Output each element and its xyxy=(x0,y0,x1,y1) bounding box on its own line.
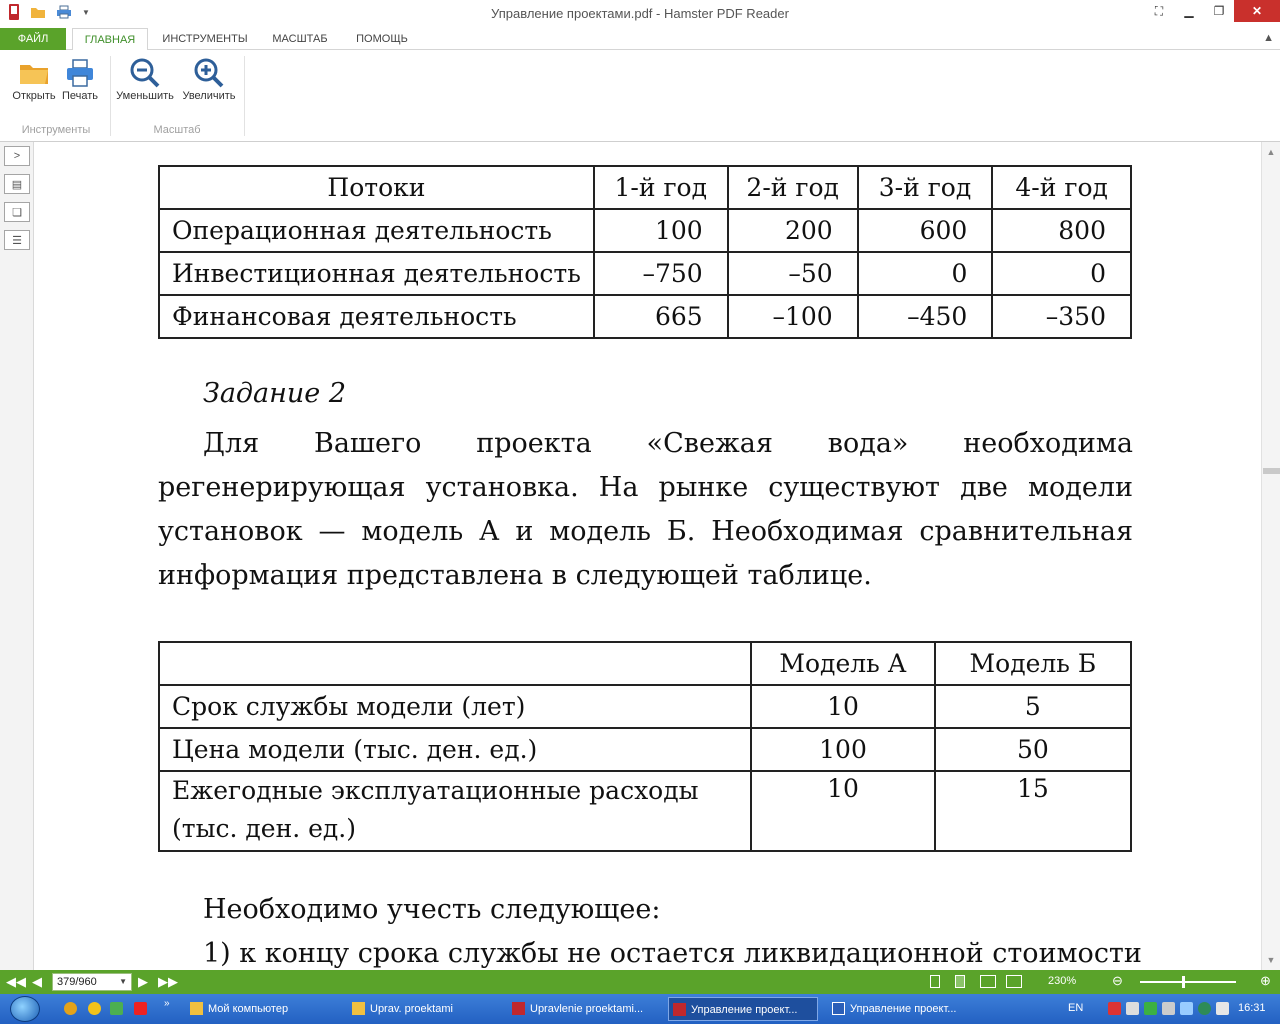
table-cell-line: Ежегодные эксплуатационные расходы xyxy=(172,776,699,805)
table-cell: 600 xyxy=(858,209,993,252)
taskbar-item-word[interactable] xyxy=(828,997,984,1021)
table-cell: –450 xyxy=(858,295,993,338)
group-separator xyxy=(110,56,111,136)
table-cell: 50 xyxy=(935,728,1131,771)
table-header-cell: Модель А xyxy=(751,642,934,685)
hamster-pdf-icon xyxy=(673,1003,686,1016)
table-header-cell: 4-й год xyxy=(992,166,1131,209)
zoom-out-label: Уменьшить xyxy=(116,90,174,102)
open-label: Открыть xyxy=(12,90,56,102)
window-title: Управление проектами.pdf - Hamster PDF Reader xyxy=(491,6,789,21)
table-cell: 15 xyxy=(935,771,1131,851)
table-cell: 100 xyxy=(594,209,728,252)
taskbar-item-hamster-active[interactable] xyxy=(668,997,818,1021)
models-table xyxy=(158,641,1132,852)
taskbar-item-uprav-folder[interactable] xyxy=(348,997,504,1021)
bluetooth-icon[interactable] xyxy=(1180,1002,1193,1015)
app-launcher-icon[interactable] xyxy=(110,1002,123,1015)
table-cell: –100 xyxy=(728,295,858,338)
table-header-cell xyxy=(159,642,751,685)
table-cell: 0 xyxy=(858,252,993,295)
cash-flow-table xyxy=(158,165,1132,339)
yandex-icon[interactable] xyxy=(134,1002,147,1015)
prev-page-icon[interactable]: ◀ xyxy=(32,974,42,989)
mail-icon[interactable] xyxy=(88,1002,101,1015)
print-icon xyxy=(63,56,97,90)
table-cell: 0 xyxy=(992,252,1131,295)
table-row xyxy=(159,685,1131,728)
quicklaunch-more-icon[interactable]: » xyxy=(164,998,170,1009)
table-cell: 200 xyxy=(728,209,858,252)
table-header-cell: 3-й год xyxy=(858,166,993,209)
qat-dropdown-icon[interactable]: ▼ xyxy=(82,7,90,17)
table-cell: Операционная деятельность xyxy=(159,209,594,252)
taskbar-item-label: Uprav. proektami xyxy=(370,1003,453,1015)
table-cell: Срок службы модели (лет) xyxy=(159,685,751,728)
table-row xyxy=(159,295,1131,338)
ribbon-collapse-icon[interactable]: ▲ xyxy=(1263,32,1274,44)
table-cell: Цена модели (тыс. ден. ед.) xyxy=(159,728,751,771)
chrome-icon[interactable] xyxy=(64,1002,77,1015)
title-bar xyxy=(0,0,1280,28)
ribbon-tabs xyxy=(0,28,1280,50)
zoom-out-icon xyxy=(128,56,162,90)
table-row xyxy=(159,252,1131,295)
pages-icon[interactable]: ❏ xyxy=(4,202,30,222)
table-cell-line: (тыс. ден. ед.) xyxy=(172,814,357,843)
two-page-view-icon[interactable] xyxy=(980,975,996,988)
taskbar-item-my-computer[interactable] xyxy=(186,997,342,1021)
tab-help[interactable]: ПОМОЩЬ xyxy=(356,33,408,45)
zoom-minus-icon[interactable]: ⊖ xyxy=(1112,973,1123,988)
start-button[interactable] xyxy=(10,996,40,1022)
task-heading: Задание 2 xyxy=(203,378,347,409)
scroll-down-icon[interactable]: ▼ xyxy=(1266,955,1276,965)
thumbnails-icon[interactable]: ▤ xyxy=(4,174,30,194)
taskbar xyxy=(0,994,1280,1024)
print-label: Печать xyxy=(61,90,99,102)
network-icon[interactable] xyxy=(1162,1002,1175,1015)
expand-panel-icon[interactable]: > xyxy=(4,146,30,166)
tab-tools[interactable]: ИНСТРУМЕНТЫ xyxy=(162,33,248,45)
table-cell: 5 xyxy=(935,685,1131,728)
page-dropdown-icon[interactable]: ▼ xyxy=(119,977,127,986)
zoom-plus-icon[interactable]: ⊕ xyxy=(1260,973,1271,988)
open-folder-icon xyxy=(17,56,51,90)
table-row xyxy=(159,209,1131,252)
scroll-thumb[interactable] xyxy=(1263,468,1280,474)
zoom-in-button[interactable] xyxy=(178,56,240,102)
note-line: Необходимо учесть следующее: xyxy=(203,894,661,925)
checkmark-icon[interactable] xyxy=(1198,1002,1211,1015)
table-header-cell: 2-й год xyxy=(728,166,858,209)
tab-home[interactable]: ГЛАВНАЯ xyxy=(72,28,148,51)
group-label-scale: Масштаб xyxy=(153,124,201,136)
taskbar-item-upravlenie[interactable] xyxy=(508,997,664,1021)
scroll-up-icon[interactable]: ▲ xyxy=(1266,147,1276,157)
bookmarks-icon[interactable]: ☰ xyxy=(4,230,30,250)
tray-green-icon[interactable] xyxy=(1144,1002,1157,1015)
table-row xyxy=(159,728,1131,771)
next-page-icon[interactable]: ▶ xyxy=(138,974,148,989)
table-row xyxy=(159,166,1131,209)
page-number-input[interactable] xyxy=(52,973,132,991)
table-header-cell: Потоки xyxy=(159,166,594,209)
folder-icon xyxy=(190,1002,203,1015)
word-icon xyxy=(832,1002,845,1015)
table-cell: 665 xyxy=(594,295,728,338)
taskbar-item-label: Управление проект... xyxy=(691,1004,798,1016)
table-cell xyxy=(159,771,751,851)
restore-button[interactable]: ❐ xyxy=(1213,4,1225,18)
table-cell: –350 xyxy=(992,295,1131,338)
single-page-view-icon[interactable] xyxy=(930,975,940,988)
window-controls xyxy=(1144,0,1280,22)
pdf-icon xyxy=(512,1002,525,1015)
two-page-continuous-icon[interactable] xyxy=(1006,975,1022,988)
page-number-value: 379/960 xyxy=(57,976,97,988)
first-page-icon[interactable]: ◀◀ xyxy=(6,974,26,989)
table-header-cell: Модель Б xyxy=(935,642,1131,685)
table-row xyxy=(159,771,1131,851)
group-label-tools: Инструменты xyxy=(21,124,91,136)
list-item: 1) к концу срока службы не остается ликвидационной стоимости xyxy=(203,938,1142,969)
fullscreen-icon[interactable]: ⛶ xyxy=(1154,3,1164,18)
language-indicator[interactable]: EN xyxy=(1068,1002,1084,1014)
status-bar xyxy=(0,970,1280,994)
taskbar-item-label: Мой компьютер xyxy=(208,1003,289,1015)
print-button[interactable] xyxy=(52,56,108,102)
zoom-level: 230% xyxy=(1048,975,1077,987)
zoom-in-label: Увеличить xyxy=(182,90,236,102)
vertical-scrollbar[interactable] xyxy=(1261,142,1280,970)
table-cell: 10 xyxy=(751,771,934,851)
table-cell: 100 xyxy=(751,728,934,771)
close-button[interactable]: ✕ xyxy=(1234,0,1280,22)
table-cell: Финансовая деятельность xyxy=(159,295,594,338)
taskbar-item-label: Управление проект... xyxy=(850,1003,957,1015)
document-viewport[interactable] xyxy=(35,142,1261,970)
tray-app-icon[interactable] xyxy=(1108,1002,1121,1015)
table-cell: Инвестиционная деятельность xyxy=(159,252,594,295)
table-cell: –50 xyxy=(728,252,858,295)
tray-settings-icon[interactable] xyxy=(1216,1002,1229,1015)
zoom-in-icon xyxy=(192,56,226,90)
minimize-button[interactable]: ▁ xyxy=(1184,4,1194,18)
group-separator xyxy=(244,56,245,136)
side-panel xyxy=(0,142,34,970)
continuous-view-icon[interactable] xyxy=(955,975,965,988)
taskbar-item-label: Upravlenie proektami... xyxy=(530,1003,644,1015)
ribbon xyxy=(0,50,1280,142)
last-page-icon[interactable]: ▶▶ xyxy=(158,974,178,989)
zoom-slider[interactable] xyxy=(1140,981,1236,983)
tab-scale[interactable]: МАСШТАБ xyxy=(272,33,328,45)
table-row xyxy=(159,642,1131,685)
volume-icon[interactable] xyxy=(1126,1002,1139,1015)
clock[interactable]: 16:31 xyxy=(1238,1002,1266,1014)
table-cell: 800 xyxy=(992,209,1131,252)
table-cell: 10 xyxy=(751,685,934,728)
folder-icon xyxy=(352,1002,365,1015)
table-header-cell: 1-й год xyxy=(594,166,728,209)
zoom-slider-knob[interactable] xyxy=(1182,976,1185,988)
zoom-out-button[interactable] xyxy=(114,56,176,102)
task-paragraph: Для Вашего проекта «Свежая вода» необходима регенерирующая установка. На рынке существуют две модели установок — модель А и модель Б. Необходимая сравнительная информация представлена в следующей таблице. xyxy=(158,428,1133,591)
tab-file[interactable]: ФАЙЛ xyxy=(0,28,66,50)
table-cell: –750 xyxy=(594,252,728,295)
